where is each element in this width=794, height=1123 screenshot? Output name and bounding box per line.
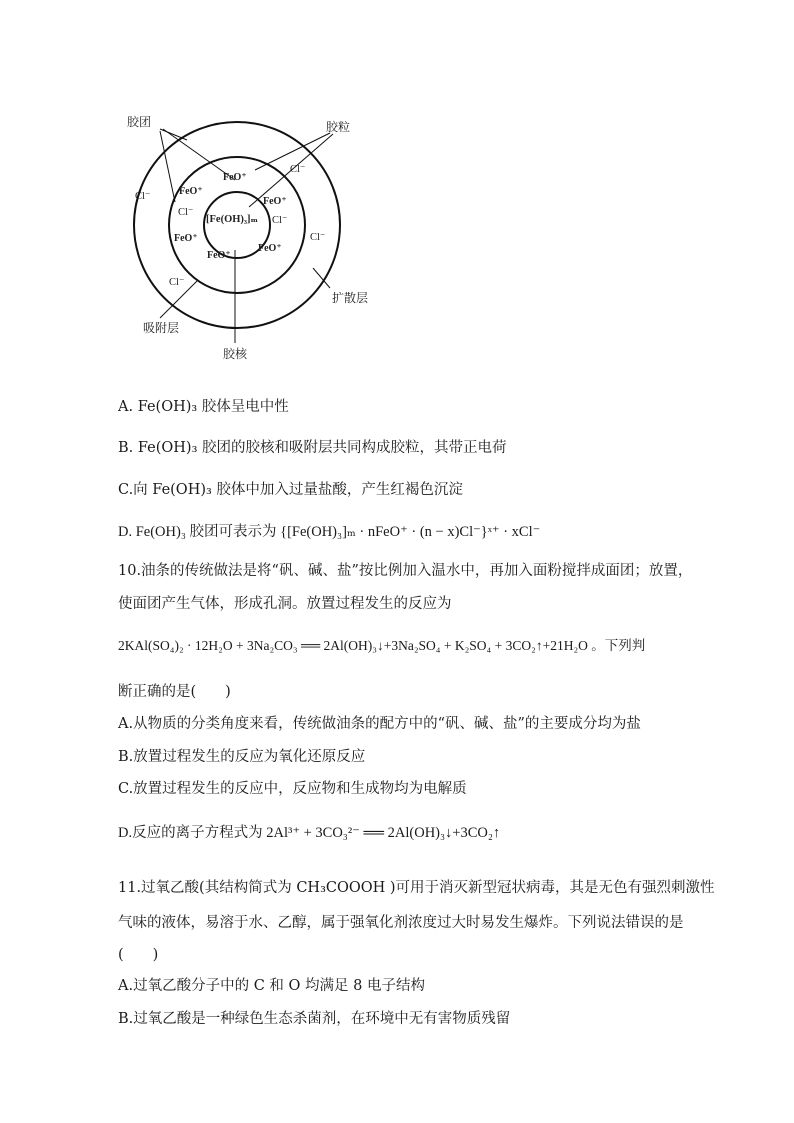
- label-adsorption-layer: 吸附层: [143, 321, 180, 335]
- ion-cl-minus: Cl⁻: [310, 232, 326, 243]
- q11-option-b: B.过氧乙酸是一种绿色生态杀菌剂，在环境中无有害物质残留: [118, 1011, 511, 1027]
- q11-stem-line2: 气味的液体，易溶于水、乙醇，属于强氧化剂浓度过大时易发生爆炸。下列说法错误的是: [118, 915, 684, 931]
- q10-stem-line3: 断正确的是( ): [118, 684, 231, 700]
- ion-cl-minus: Cl⁻: [135, 191, 151, 202]
- ion-cl-minus: Cl⁻: [272, 215, 288, 226]
- q11-stem-line3: ( ): [118, 947, 159, 963]
- core-formula: [Fe(OH)₃]ₘ: [206, 214, 259, 225]
- q9-option-d: D. Fe(OH)₃ 胶团可表示为 {[Fe(OH)₃]ₘ · nFeO⁺ · (n − x)Cl⁻}ˣ⁺ · xCl⁻: [118, 524, 541, 540]
- ion-feo-plus: FeO⁺: [223, 172, 247, 183]
- q9-option-c: C.向 Fe(OH)₃ 胶体中加入过量盐酸，产生红褐色沉淀: [118, 482, 463, 498]
- ion-feo-plus: FeO⁺: [207, 250, 231, 261]
- leader-line: [160, 129, 187, 140]
- q9-option-a: A. Fe(OH)₃ 胶体呈电中性: [118, 399, 289, 415]
- q10-option-d: D.反应的离子方程式为 2Al³⁺ + 3CO₃²⁻ ══ 2Al(OH)₃↓+3CO₂↑: [118, 825, 501, 841]
- leader-line: [160, 131, 175, 202]
- q10-stem-line2: 使面团产生气体，形成孔洞。放置过程发生的反应为: [118, 596, 452, 612]
- ion-cl-minus: Cl⁻: [169, 277, 185, 288]
- q10-option-c: C.放置过程发生的反应中，反应物和生成物均为电解质: [118, 781, 467, 797]
- q11-stem-line1: 11.过氧乙酸(其结构简式为 CH₃COOOH )可用于消灭新型冠状病毒，其是无色有强烈刺激性: [118, 880, 715, 896]
- ion-cl-minus: Cl⁻: [178, 207, 194, 218]
- colloid-diagram-svg: [115, 110, 405, 365]
- ion-feo-plus: FeO⁺: [174, 233, 198, 244]
- q9-option-b: B. Fe(OH)₃ 胶团的胶核和吸附层共同构成胶粒，其带正电荷: [118, 440, 507, 456]
- label-colloid-particle: 胶粒: [326, 120, 351, 134]
- label-nucleus: 胶核: [223, 347, 248, 361]
- q11-option-a: A.过氧乙酸分子中的 C 和 O 均满足 8 电子结构: [118, 978, 425, 994]
- ion-cl-minus: Cl⁻: [290, 164, 306, 175]
- label-diffuse-layer: 扩散层: [332, 291, 369, 305]
- ion-feo-plus: FeO⁺: [179, 186, 203, 197]
- q10-option-b: B.放置过程发生的反应为氧化还原反应: [118, 749, 366, 765]
- q10-stem-line1: 10.油条的传统做法是将“矾、碱、盐”按比例加入温水中，再加入面粉搅拌成面团；放置，: [118, 563, 693, 579]
- colloid-structure-diagram: [115, 110, 405, 365]
- ion-feo-plus: FeO⁺: [258, 243, 282, 254]
- ion-feo-plus: FeO⁺: [263, 196, 287, 207]
- label-colloid-group: 胶团: [127, 115, 152, 129]
- q10-equation: 2KAl(SO₄)₂ · 12H₂O + 3Na₂CO₃ ══ 2Al(OH)₃↓+3Na₂SO₄ + K₂SO₄ + 3CO₂↑+21H₂O 。下列判: [118, 638, 646, 653]
- q10-option-a: A.从物质的分类角度来看，传统做油条的配方中的“矾、碱、盐”的主要成分均为盐: [118, 716, 641, 732]
